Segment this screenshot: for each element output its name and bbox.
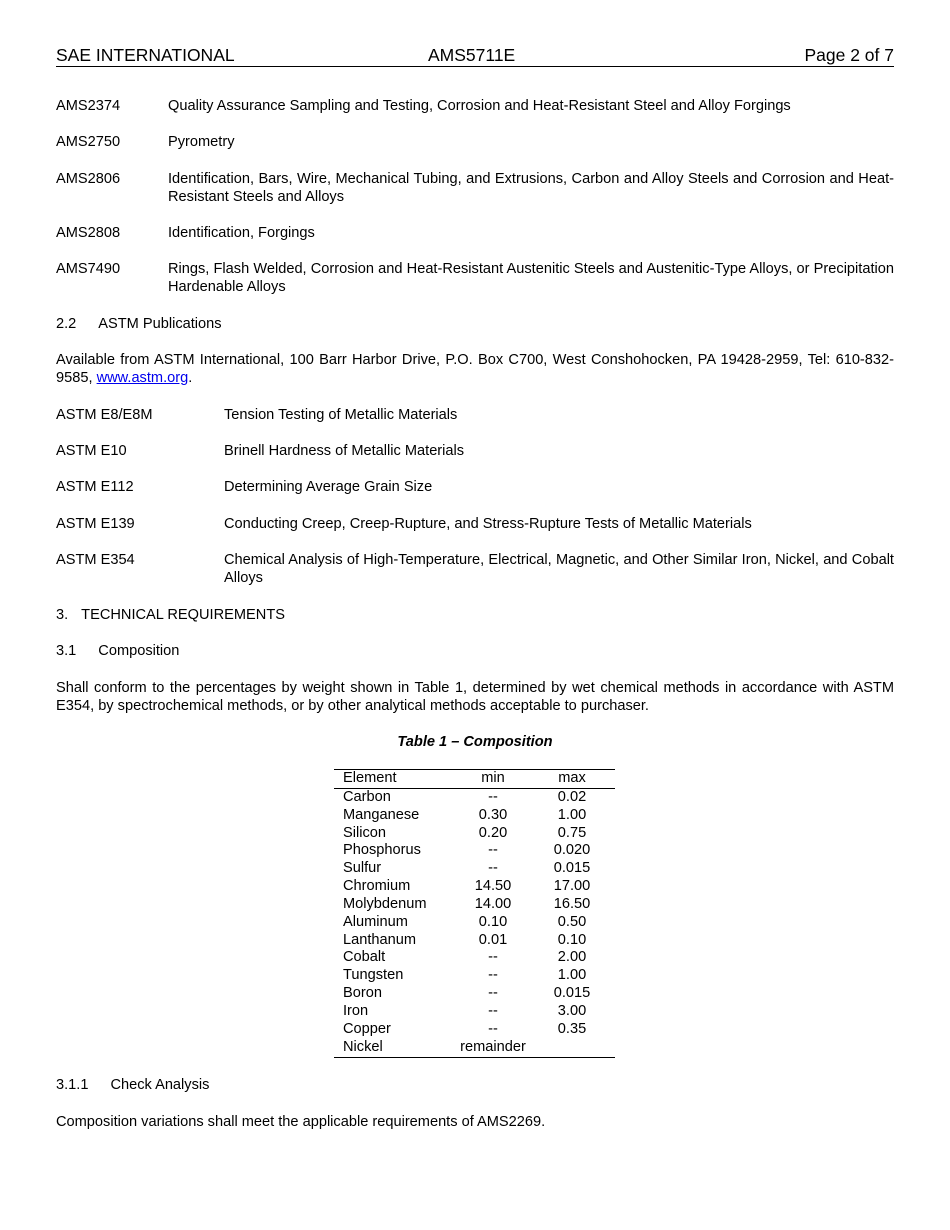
composition-paragraph: Shall conform to the percentages by weight shown in Table 1, determined by wet chemical methods in accordance with ASTM E354, by spectrochemical methods, or by other analytical methods acceptable to purchaser. <box>56 680 894 714</box>
table-row <box>334 1021 615 1039</box>
table-row <box>334 932 615 950</box>
column-header-max: max <box>529 770 615 789</box>
element-cell: Lanthanum <box>343 931 417 948</box>
reference-code: AMS2806 <box>56 171 121 187</box>
max-cell: 3.00 <box>557 1002 587 1019</box>
max-cell: 0.50 <box>557 913 587 930</box>
section-number: 3.1 <box>56 643 77 659</box>
table-row <box>334 825 615 843</box>
availability-period: . <box>188 369 193 386</box>
element-cell: Aluminum <box>343 913 408 930</box>
column-header-min: min <box>457 770 529 789</box>
reference-description: Identification, Bars, Wire, Mechanical Tubing, and Extrusions, Carbon and Alloy Steels and Corrosion and Heat-Resistant Steels and Alloys <box>168 171 894 205</box>
table-row <box>334 896 615 914</box>
reference-code: AMS2750 <box>56 134 121 150</box>
reference-code: ASTM E139 <box>56 516 135 532</box>
min-cell: 0.01 <box>478 931 508 948</box>
section-heading-3 <box>56 607 894 625</box>
reference-code: ASTM E10 <box>56 443 127 459</box>
table-row <box>334 1003 615 1021</box>
column-header-element: Element <box>334 770 457 789</box>
max-cell: 17.00 <box>553 878 591 895</box>
reference-description: Chemical Analysis of High-Temperature, Electrical, Magnetic, and Other Similar Iron, Nickel, and Cobalt Alloys <box>224 552 894 586</box>
reference-code: AMS2808 <box>56 225 121 241</box>
max-cell: 2.00 <box>557 949 587 966</box>
element-cell: Silicon <box>343 824 386 841</box>
element-cell: Boron <box>343 985 382 1002</box>
max-cell: 0.015 <box>553 860 591 877</box>
min-cell: 0.30 <box>478 806 508 823</box>
table-row <box>334 967 615 985</box>
element-cell: Nickel <box>334 1039 457 1057</box>
reference-description: Identification, Forgings <box>168 225 315 241</box>
max-cell: 1.00 <box>557 806 587 823</box>
header-organization: SAE INTERNATIONAL <box>56 45 235 65</box>
reference-description: Conducting Creep, Creep-Rupture, and Stress-Rupture Tests of Metallic Materials <box>224 516 752 532</box>
max-cell: 0.75 <box>557 824 587 841</box>
section-title: Composition <box>98 643 180 659</box>
element-cell: Sulfur <box>343 860 382 877</box>
table-row <box>334 949 615 967</box>
min-cell: remainder <box>457 1039 529 1057</box>
table-row <box>334 914 615 932</box>
max-cell: 16.50 <box>553 895 591 912</box>
reference-description: Rings, Flash Welded, Corrosion and Heat-Resistant Austenitic Steels and Austenitic-Type Alloys, or Precipitation Hardenable Alloys <box>168 261 894 295</box>
section-number: 2.2 <box>56 316 77 332</box>
section-heading-3-1 <box>56 643 894 661</box>
check-analysis-paragraph: Composition variations shall meet the applicable requirements of AMS2269. <box>56 1114 546 1130</box>
max-cell: 0.020 <box>553 842 591 859</box>
min-cell: -- <box>488 1002 498 1019</box>
max-cell: 0.02 <box>557 788 587 805</box>
reference-code: ASTM E354 <box>56 552 135 568</box>
element-cell: Carbon <box>343 788 391 805</box>
element-cell: Manganese <box>343 806 420 823</box>
max-cell: 0.35 <box>557 1020 587 1037</box>
table-row <box>334 807 615 825</box>
element-cell: Chromium <box>343 878 411 895</box>
section-title: TECHNICAL REQUIREMENTS <box>81 607 285 623</box>
table-row <box>334 1039 615 1057</box>
astm-availability-paragraph <box>56 352 894 387</box>
max-cell: 0.10 <box>557 931 587 948</box>
min-cell: -- <box>488 985 498 1002</box>
element-cell: Tungsten <box>343 967 404 984</box>
min-cell: -- <box>488 842 498 859</box>
section-number: 3.1.1 <box>56 1077 89 1093</box>
element-cell: Cobalt <box>343 949 386 966</box>
reference-code: ASTM E8/E8M <box>56 407 153 423</box>
element-cell: Copper <box>343 1020 391 1037</box>
composition-table <box>334 769 615 1058</box>
reference-description: Quality Assurance Sampling and Testing, Corrosion and Heat-Resistant Steel and Alloy Forgings <box>168 98 791 114</box>
element-cell: Phosphorus <box>343 842 421 859</box>
min-cell: 14.50 <box>474 878 512 895</box>
max-cell <box>529 1039 615 1057</box>
section-number: 3. <box>56 607 69 623</box>
table-row <box>334 985 615 1003</box>
section-heading-3-1-1 <box>56 1077 894 1095</box>
min-cell: -- <box>488 860 498 877</box>
min-cell: 14.00 <box>474 895 512 912</box>
availability-text: Available from ASTM International, 100 Barr Harbor Drive, P.O. Box C700, West Conshohocken, PA 19428-2959, Tel: 610-832-9585, <box>56 352 894 386</box>
reference-description: Determining Average Grain Size <box>224 479 433 495</box>
element-cell: Molybdenum <box>343 895 427 912</box>
max-cell: 0.015 <box>553 985 591 1002</box>
reference-description: Pyrometry <box>168 134 235 150</box>
section-title: Check Analysis <box>110 1077 210 1093</box>
section-heading-2-2 <box>56 316 894 334</box>
min-cell: -- <box>488 788 498 805</box>
min-cell: 0.20 <box>478 824 508 841</box>
max-cell: 1.00 <box>557 967 587 984</box>
table-title: Table 1 – Composition <box>397 734 553 750</box>
table-row <box>334 842 615 860</box>
table-row <box>334 878 615 896</box>
element-cell: Iron <box>343 1002 369 1019</box>
min-cell: -- <box>488 949 498 966</box>
min-cell: 0.10 <box>478 913 508 930</box>
table-header-row <box>334 770 615 789</box>
table-row <box>334 788 615 806</box>
astm-website-link[interactable]: www.astm.org <box>96 369 189 386</box>
reference-code: AMS7490 <box>56 261 121 277</box>
reference-description: Brinell Hardness of Metallic Materials <box>224 443 465 459</box>
min-cell: -- <box>488 1020 498 1037</box>
header-document-id: AMS5711E <box>428 45 516 65</box>
reference-code: ASTM E112 <box>56 479 134 495</box>
min-cell: -- <box>488 967 498 984</box>
page-header <box>56 44 894 67</box>
header-page-number: Page 2 of 7 <box>804 45 894 65</box>
reference-description: Tension Testing of Metallic Materials <box>224 407 458 423</box>
section-title: ASTM Publications <box>98 316 222 332</box>
reference-code: AMS2374 <box>56 98 121 114</box>
table-row <box>334 860 615 878</box>
